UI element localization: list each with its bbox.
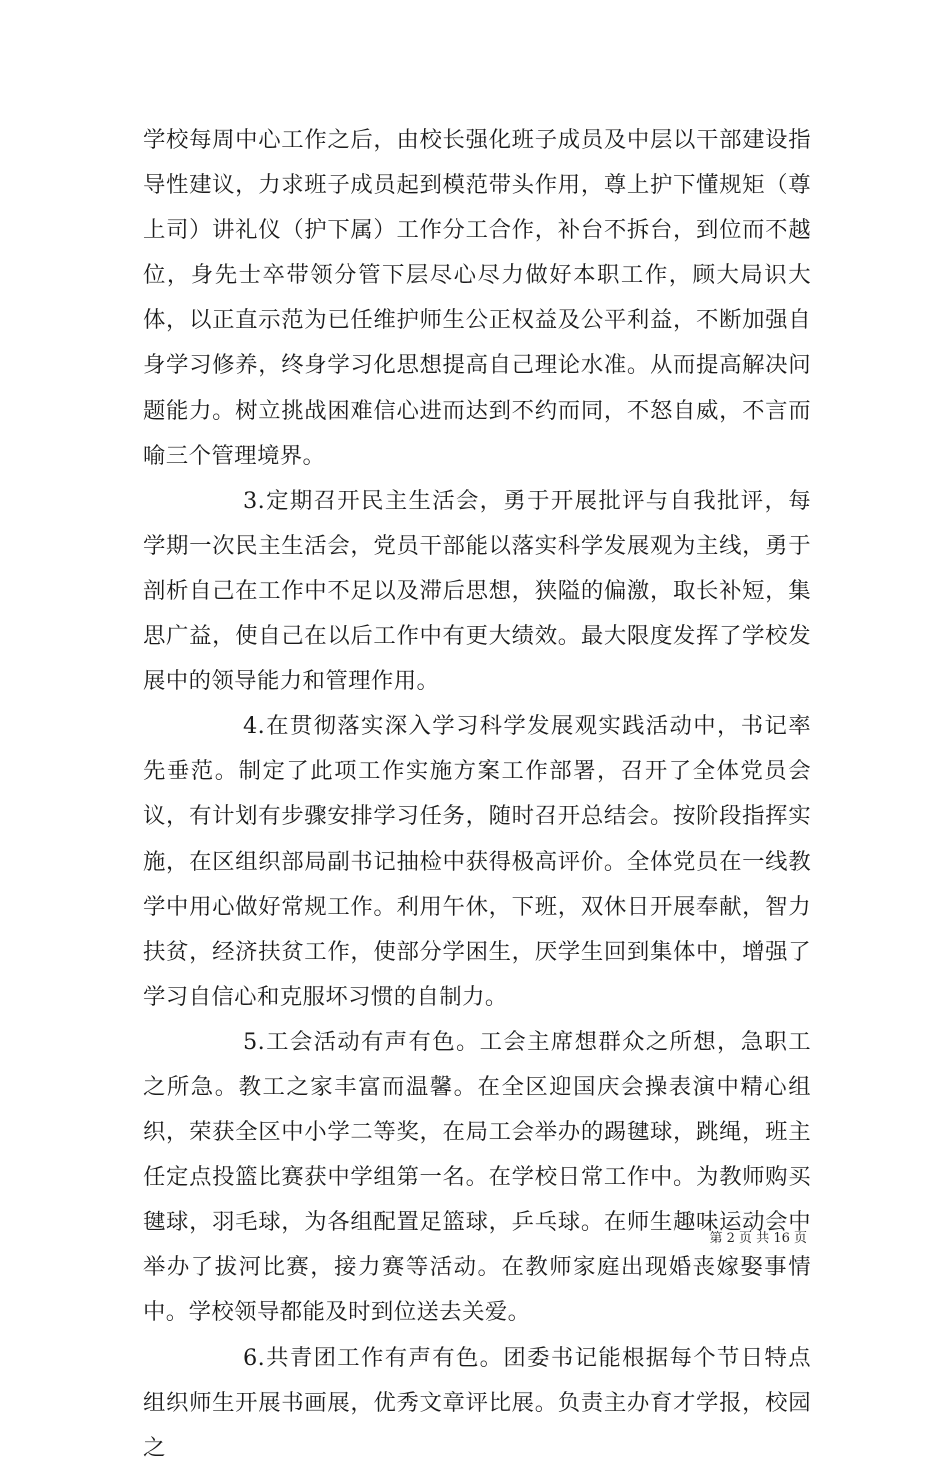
paragraph-item-4: 4.在贯彻落实深入学习科学发展观实践活动中，书记率先垂范。制定了此项工作实施方案工作部署，召开了全体党员会议，有计划有步骤安排学习任务，随时召开总结会。按阶段指挥实施，在区组织部局副书记抽检中获得极高评价。全体党员在一线教学中用心做好常规工作。利用午休，下班，双休日开展奉献，智力扶贫，经济扶贫工作，使部分学困生，厌学生回到集体中，增强了学习自信心和克服坏习惯的自制力。 [143,713,811,1010]
paragraph-item-3: 3.定期召开民主生活会，勇于开展批评与自我批评，每学期一次民主生活会，党员干部能以落实科学发展观为主线，勇于剖析自己在工作中不足以及滞后思想，狭隘的偏激，取长补短，集思广益，使自己在以后工作中有更大绩效。最大限度发挥了学校发展中的领导能力和管理作用。 [143,487,811,695]
paragraph-item-6: 6.共青团工作有声有色。团委书记能根据每个节日特点组织师生开展书画展，优秀文章评比展。负责主办育才学报，校园之 [143,1344,811,1461]
page-number-footer: 第 2 页 共 16 页 [709,1231,807,1246]
document-body [143,118,811,1471]
paragraph-item-5: 5.工会活动有声有色。工会主席想群众之所想，急职工之所急。教工之家丰富而温馨。在全区迎国庆会操表演中精心组织，荣获全区中小学二等奖，在局工会举办的踢毽球，跳绳，班主任定点投篮比赛获中学组第一名。在学校日常工作中。为教师购买毽球，羽毛球，为各组配置足篮球，乒乓球。在师生趣味运动会中举办了拔河比赛，接力赛等活动。在教师家庭出现婚丧嫁娶事情中。学校领导都能及时到位送去关爱。 [143,1028,811,1326]
paragraph-continuation: 学校每周中心工作之后，由校长强化班子成员及中层以干部建设指导性建议，力求班子成员起到模范带头作用，尊上护下懂规矩（尊上司）讲礼仪（护下属）工作分工合作，补台不拆台，到位而不越位，身先士卒带领分管下层尽心尽力做好本职工作，顾大局识大体，以正直示范为已任维护师生公正权益及公平利益，不断加强自身学习修养，终身学习化思想提高自己理论水准。从而提高解决问题能力。树立挑战困难信心进而达到不约而同，不怒自威，不言而喻三个管理境界。 [143,127,811,469]
